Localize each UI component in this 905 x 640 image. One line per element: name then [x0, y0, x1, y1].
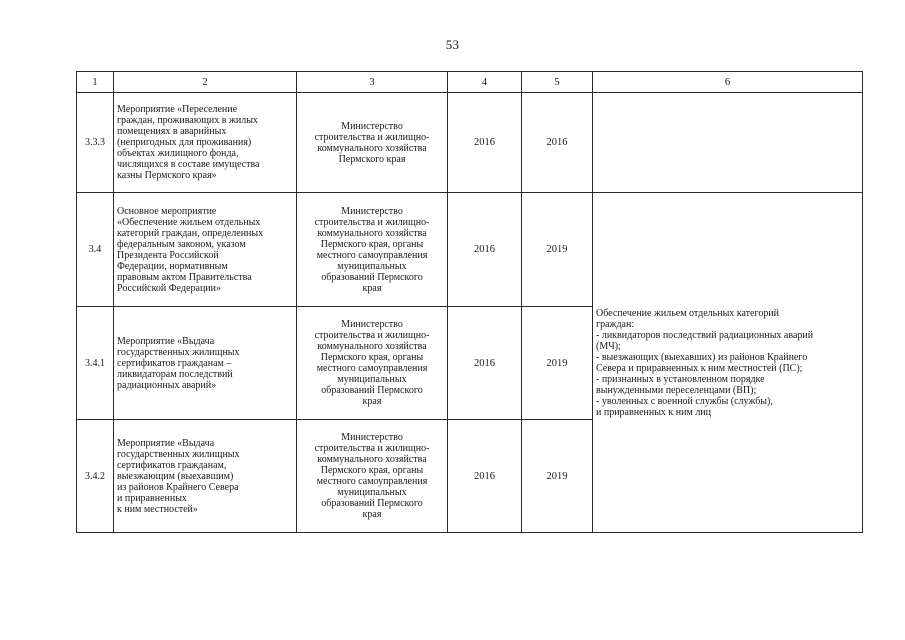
- row-number: 3.4.1: [77, 307, 114, 420]
- column-header-6: 6: [593, 72, 863, 93]
- row-number: 3.4: [77, 193, 114, 307]
- expected-result: [593, 93, 863, 193]
- measure-name: Основное мероприятие «Обеспечение жильем отдельных категорий граждан, определенных федеральным законом, указом Президента Российской Федерации, нормативным правовым актом Правительства Российской Федерации»: [114, 193, 297, 307]
- column-header-2: 2: [114, 72, 297, 93]
- executor: Министерство строительства и жилищно- коммунального хозяйства Пермского края: [297, 93, 448, 193]
- start-year: 2016: [448, 307, 522, 420]
- measure-name: Мероприятие «Выдача государственных жилищных сертификатов гражданам – ликвидаторам последствий радиационных аварий»: [114, 307, 297, 420]
- start-year: 2016: [448, 420, 522, 533]
- table-row: [77, 93, 863, 193]
- start-year: 2016: [448, 93, 522, 193]
- column-header-1: 1: [77, 72, 114, 93]
- end-year: 2019: [522, 420, 593, 533]
- column-header-3: 3: [297, 72, 448, 93]
- row-number: 3.3.3: [77, 93, 114, 193]
- measure-name: Мероприятие «Переселение граждан, проживающих в жилых помещениях в аварийных (непригодных для проживания) объектах жилищного фонда, числящихся в составе имущества казны Пермского края»: [114, 93, 297, 193]
- measure-name: Мероприятие «Выдача государственных жилищных сертификатов гражданам, выезжающим (выехавшим) из районов Крайнего Севера и приравненных к ним местностей»: [114, 420, 297, 533]
- start-year: 2016: [448, 193, 522, 307]
- end-year: 2016: [522, 93, 593, 193]
- column-header-5: 5: [522, 72, 593, 93]
- end-year: 2019: [522, 307, 593, 420]
- executor: Министерство строительства и жилищно- коммунального хозяйства Пермского края, органы местного самоуправления муниципальных образований Пермского края: [297, 193, 448, 307]
- row-number: 3.4.2: [77, 420, 114, 533]
- executor: Министерство строительства и жилищно- коммунального хозяйства Пермского края, органы местного самоуправления муниципальных образований Пермского края: [297, 307, 448, 420]
- table-row: [77, 193, 863, 307]
- executor: Министерство строительства и жилищно- коммунального хозяйства Пермского края, органы местного самоуправления муниципальных образований Пермского края: [297, 420, 448, 533]
- table-header-row: [77, 72, 863, 93]
- page-number: 53: [445, 37, 460, 52]
- end-year: 2019: [522, 193, 593, 307]
- merged-expected-result: Обеспечение жильем отдельных категорий граждан: - ликвидаторов последствий радиационных аварий (МЧ); - выезжающих (выехавших) из районов Крайнего Севера и приравненных к ним местностей (ПС); - признанных в установленном порядке вынужденными переселенцами (ВП); - уволенных с военной службы (службы), и приравненных к ним лиц: [593, 193, 863, 533]
- column-header-4: 4: [448, 72, 522, 93]
- measures-table: [76, 71, 863, 533]
